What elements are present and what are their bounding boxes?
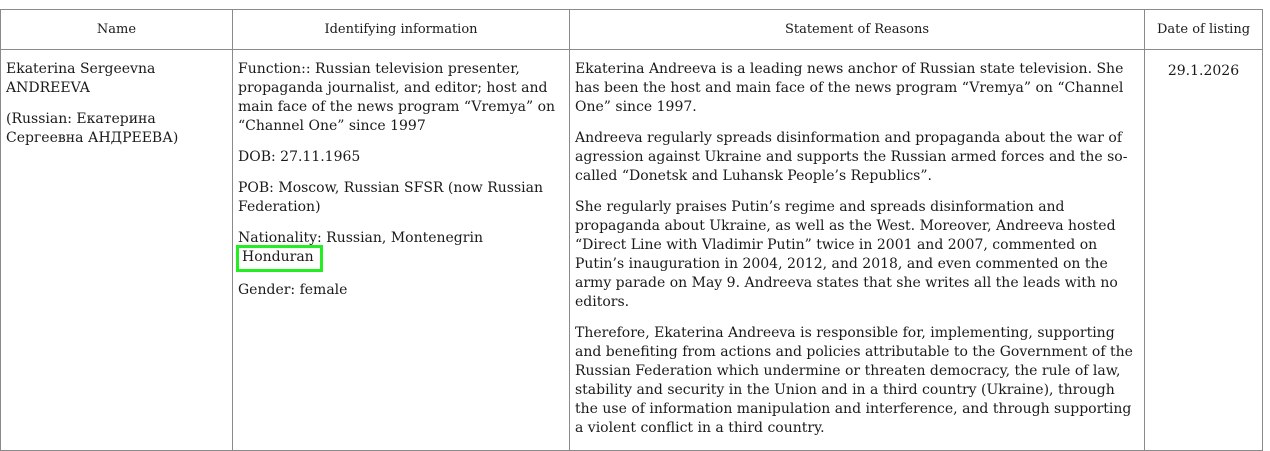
reason-paragraph-3: She regularly praises Putin’s regime and spreads disinformation and propaganda about Ukraine, as well as the West. Moreover, Andreeva hosted “Direct Line with Vladimir Putin” twice in 2001 and 2007, commented on Putin’s inauguration in 2004, 2012, and 2018, and even commented on the army parade on May 9. Andreeva states that she writes all the leads with no editors. <box>575 199 1118 310</box>
person-name-latin: Ekaterina Sergeevna ANDREEVA <box>6 61 156 96</box>
header-identifying-information: Identifying information <box>233 10 570 50</box>
cell-statement-of-reasons <box>570 50 1145 451</box>
highlighted-nationality: Honduran <box>239 248 320 269</box>
nationality-text <box>238 229 564 269</box>
reason-paragraph-2: Andreeva regularly spreads disinformation and propaganda about the war of agression against Ukraine and supports the Russian armed forces and the so-called “Donetsk and Luhansk People’s Republics”. <box>575 130 1128 184</box>
function-text: Function:: Russian television presenter, propaganda journalist, and editor; host and main face of the news program “Vremya” on “Channel One” since 1997 <box>238 61 556 134</box>
table-row <box>1 50 1263 451</box>
pob-text: POB: Moscow, Russian SFSR (now Russian Federation) <box>238 180 544 215</box>
header-date-of-listing: Date of listing <box>1145 10 1263 50</box>
nationality-prefix: Nationality: Russian, Montenegrin <box>238 230 483 246</box>
cell-date-of-listing <box>1145 50 1263 451</box>
cell-name <box>1 50 233 451</box>
person-name-native: (Russian: Екатерина Сергеевна АНДРЕЕВА) <box>6 111 179 146</box>
cell-identifying-information <box>233 50 570 451</box>
sanctions-listing-table <box>0 9 1263 451</box>
header-name: Name <box>1 10 233 50</box>
gender-text: Gender: female <box>238 282 348 298</box>
date-of-listing: 29.1.2026 <box>1167 63 1240 79</box>
header-statement-of-reasons: Statement of Reasons <box>570 10 1145 50</box>
reason-paragraph-4: Therefore, Ekaterina Andreeva is responsible for, implementing, supporting and benefiting from actions and policies attributable to the Government of the Russian Federation which undermine or threaten democracy, the rule of law, stability and security in the Union and in a third country (Ukraine), through the use of information manipulation and interference, and through supporting a violent conflict in a third country. <box>575 325 1133 436</box>
table-header-row <box>1 10 1263 50</box>
reason-paragraph-1: Ekaterina Andreeva is a leading news anchor of Russian state television. She has been the host and main face of the news program “Vremya” on “Channel One” since 1997. <box>575 61 1124 115</box>
dob-text: DOB: 27.11.1965 <box>238 149 361 165</box>
